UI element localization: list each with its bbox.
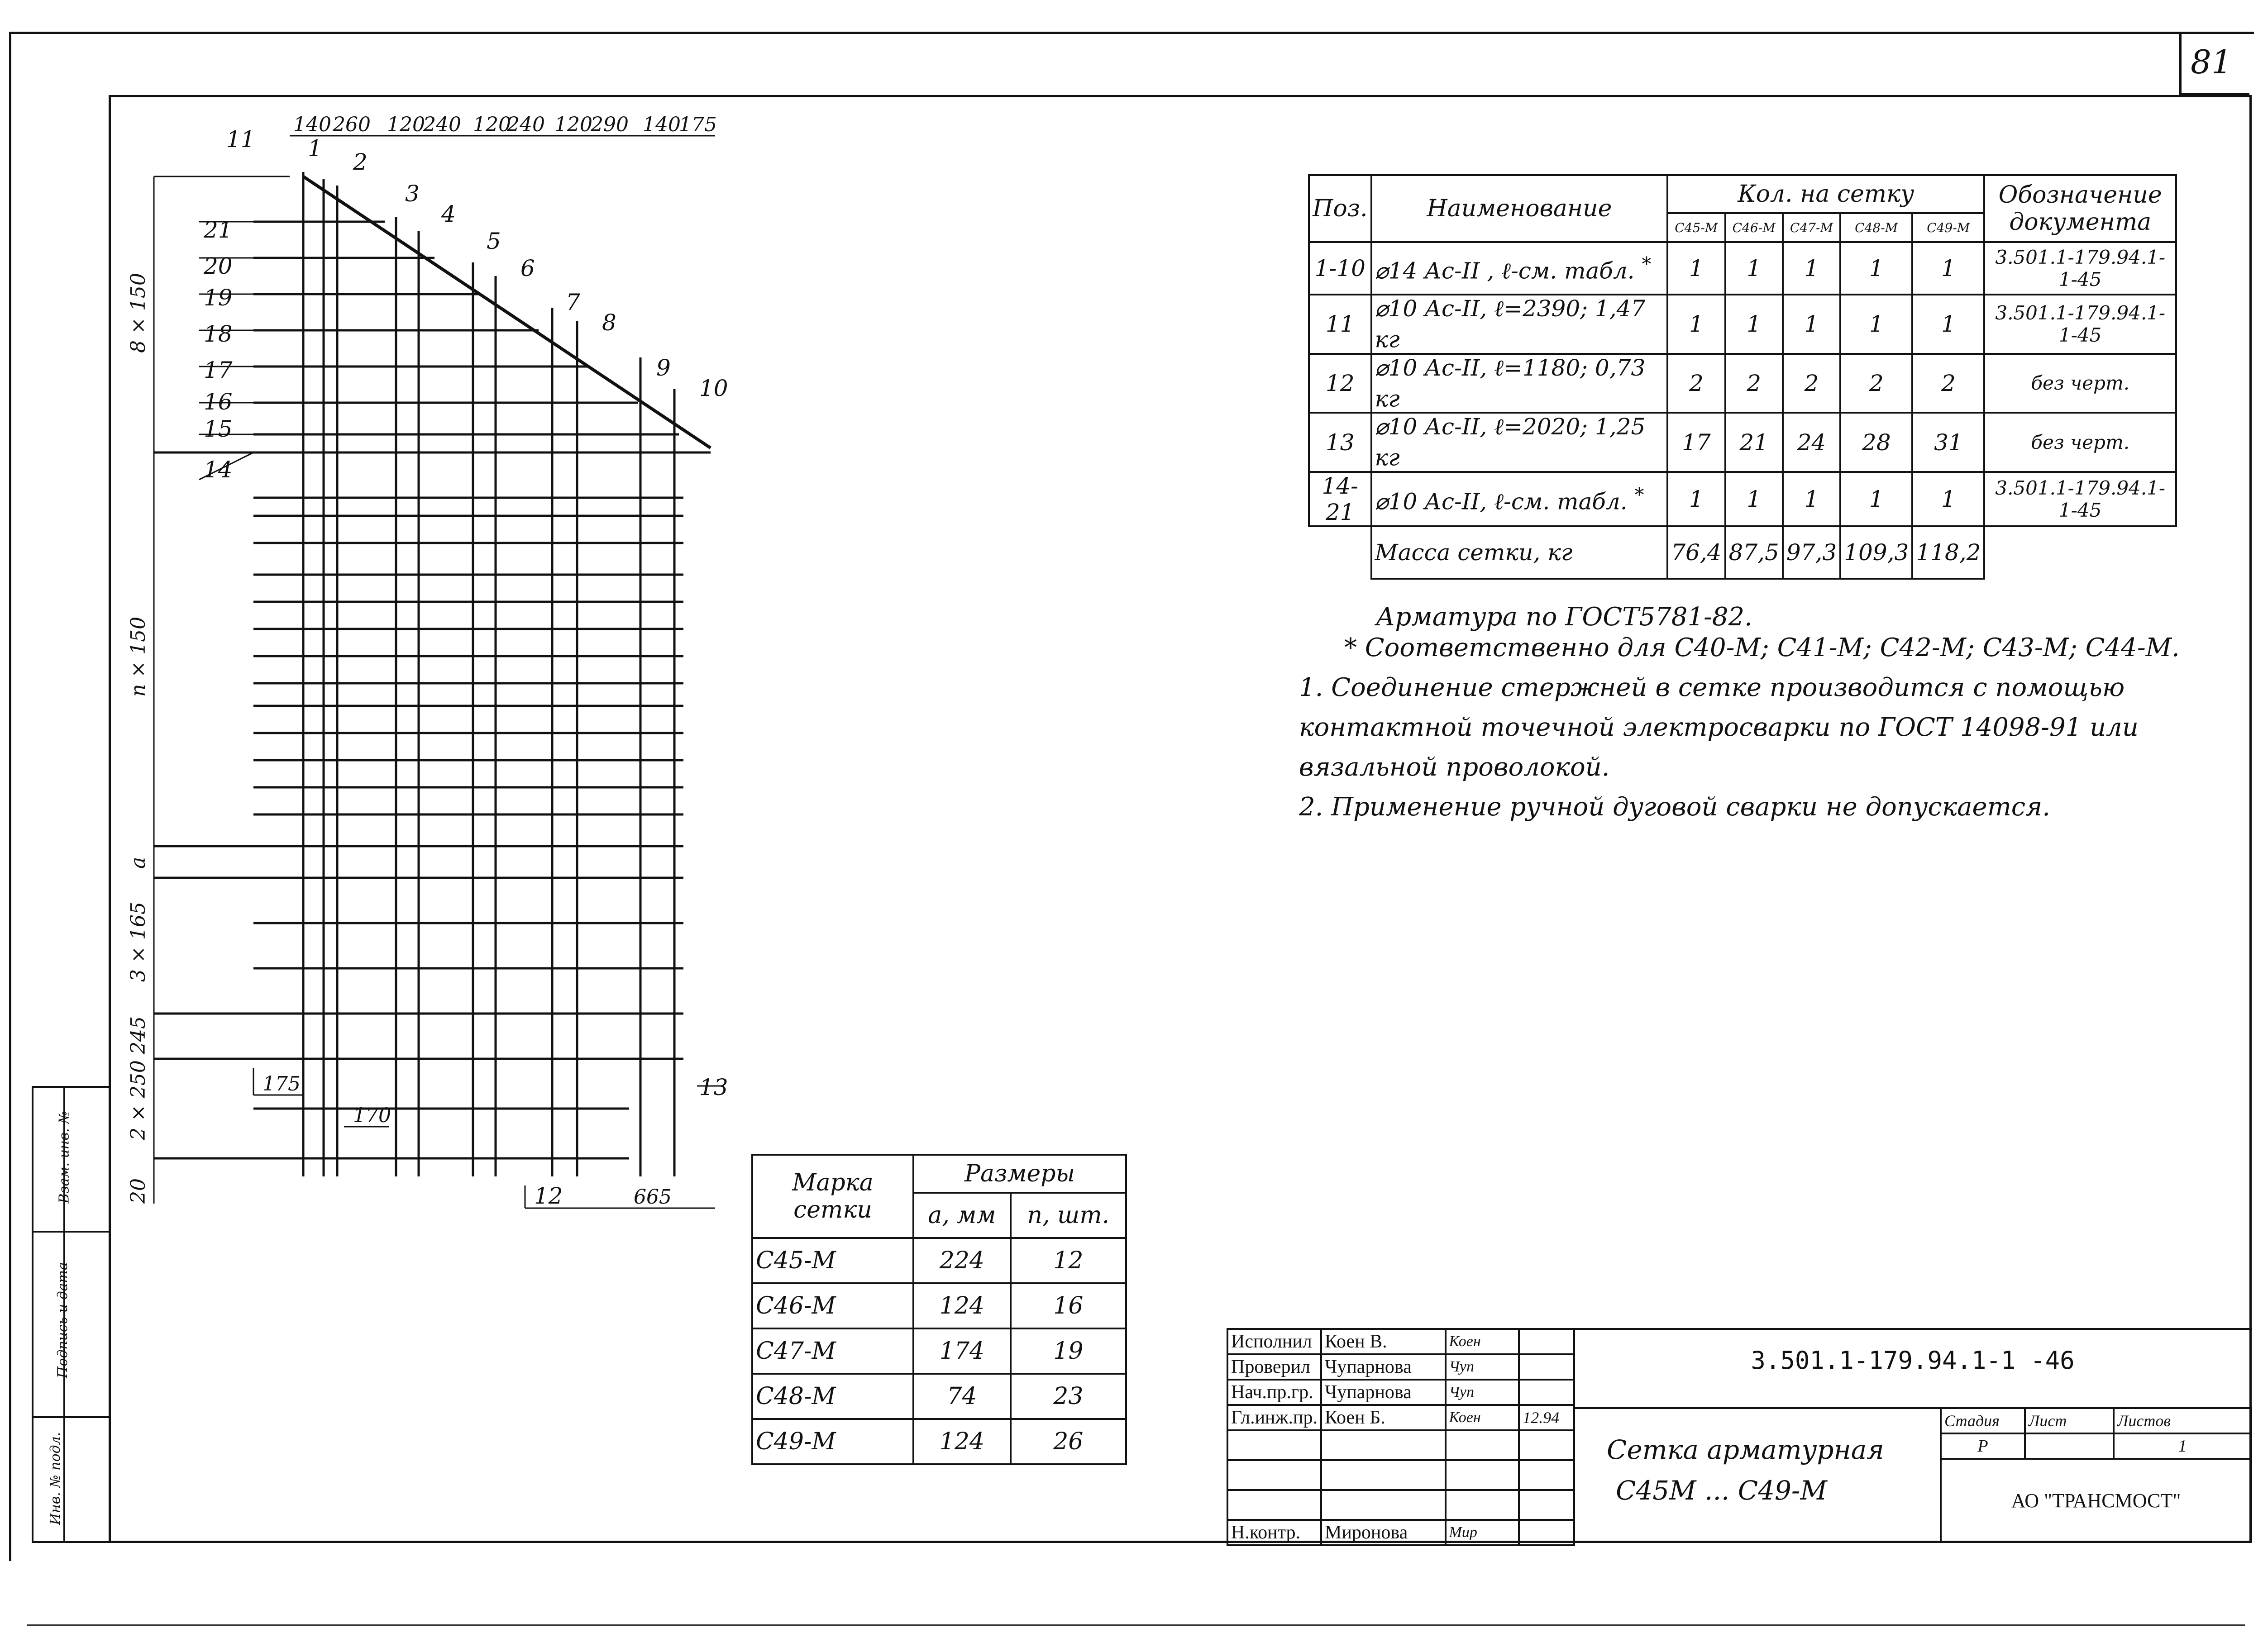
tb-role: Нач.пр.гр. <box>1227 1380 1321 1405</box>
callout-10: 10 <box>699 375 728 401</box>
callout-3: 3 <box>405 181 420 207</box>
callout-20: 20 <box>204 253 233 279</box>
callout-7: 7 <box>566 289 580 315</box>
spec-qty: 1 <box>1783 472 1840 526</box>
spec-pos: 13 <box>1309 413 1371 472</box>
notes <box>1299 597 2227 827</box>
spec-header-qty: Кол. на сетку <box>1667 175 1984 213</box>
spec-name: ⌀10 Ас-II, ℓ=2390; 1,47 кг <box>1371 295 1668 354</box>
spec-qty: 1 <box>1912 472 1984 526</box>
mesh-drawing <box>0 0 769 1258</box>
tb-person-row <box>1227 1405 1574 1430</box>
spec-mark-3: С48-М <box>1840 213 1912 242</box>
spec-qty: 2 <box>1783 354 1840 413</box>
tb-person-row <box>1227 1329 1574 1354</box>
spec-mass-doc-empty <box>1984 526 2176 579</box>
marks-header-sizes: Размеры <box>913 1155 1126 1193</box>
top-dim-4: 120 <box>473 113 511 136</box>
stage-table <box>1940 1407 2252 1543</box>
callout-11: 11 <box>226 126 255 152</box>
tb-role: Гл.инж.пр. <box>1227 1405 1321 1430</box>
marks-header-mark: Марка сетки <box>752 1155 913 1238</box>
spec-qty: 31 <box>1912 413 1984 472</box>
stage-label: Стадия <box>1941 1408 2025 1433</box>
left-dim-20: 20 <box>127 1178 150 1204</box>
spec-qty: 1 <box>1725 242 1783 295</box>
spec-doc: 3.501.1-179.94.1-1-45 <box>1984 295 2176 354</box>
spec-row <box>1309 242 2176 295</box>
tb-signature: Мир <box>1446 1520 1519 1545</box>
tb-date: 12.94 <box>1519 1405 1574 1430</box>
stage-value: Р <box>1941 1433 2025 1459</box>
top-dim-8: 140 <box>643 113 681 136</box>
marks-mark: С46-М <box>752 1283 913 1328</box>
tb-date-empty <box>1519 1329 1574 1354</box>
tb-person-row <box>1227 1354 1574 1380</box>
tb-signature: Чуп <box>1446 1380 1519 1405</box>
page-number: 81 <box>2191 43 2232 81</box>
spec-doc: 3.501.1-179.94.1-1-45 <box>1984 242 2176 295</box>
callout-15: 15 <box>204 416 233 442</box>
callout-5: 5 <box>487 228 501 254</box>
sheet-label: Лист <box>2025 1408 2114 1433</box>
callout-18: 18 <box>204 321 233 347</box>
spec-qty: 2 <box>1912 354 1984 413</box>
spec-pos: 11 <box>1309 295 1371 354</box>
top-dim-1: 260 <box>333 113 371 136</box>
marks-mark: С45-М <box>752 1238 913 1283</box>
spec-qty: 24 <box>1783 413 1840 472</box>
marks-row <box>752 1283 1126 1328</box>
marks-row <box>752 1328 1126 1374</box>
marks-a: 124 <box>913 1419 1011 1464</box>
designation: 3.501.1-179.94.1-1 -46 <box>1751 1346 2075 1375</box>
title-line-2: С45М ... С49-М <box>1616 1475 1827 1506</box>
tb-role: Проверил <box>1227 1354 1321 1380</box>
callout-19: 19 <box>204 285 233 311</box>
spec-qty: 1 <box>1783 242 1840 295</box>
spec-qty: 2 <box>1667 354 1725 413</box>
marks-n: 19 <box>1011 1328 1126 1374</box>
sheets-label: Листов <box>2114 1408 2251 1433</box>
tb-person-row <box>1227 1520 1574 1545</box>
spec-mass-value: 97,3 <box>1783 526 1840 579</box>
sign-label: Подпись и дата <box>54 1262 71 1378</box>
tb-signature: Чуп <box>1446 1354 1519 1380</box>
spec-mass-label: Масса сетки, кг <box>1371 526 1668 579</box>
callout-16: 16 <box>204 389 233 415</box>
tb-date-empty <box>1519 1380 1574 1405</box>
spec-header-name: Наименование <box>1371 175 1668 242</box>
sheet-value <box>2025 1433 2114 1459</box>
marks-row <box>752 1238 1126 1283</box>
bottom-dim-175: 175 <box>263 1072 301 1095</box>
spec-doc: без черт. <box>1984 413 2176 472</box>
tb-name: Коен Б. <box>1321 1405 1445 1430</box>
callout-1: 1 <box>308 135 322 162</box>
top-dim-9: 175 <box>679 113 717 136</box>
spec-qty: 1 <box>1912 295 1984 354</box>
spec-doc: 3.501.1-179.94.1-1-45 <box>1984 472 2176 526</box>
marks-n: 12 <box>1011 1238 1126 1283</box>
marks-row <box>752 1419 1126 1464</box>
top-dim-6: 120 <box>554 113 592 136</box>
tb-role: Исполнил <box>1227 1329 1321 1354</box>
spec-pos: 14-21 <box>1309 472 1371 526</box>
marks-row <box>752 1374 1126 1419</box>
top-dim-3: 240 <box>423 113 461 136</box>
marks-n: 26 <box>1011 1419 1126 1464</box>
marks-mark: С48-М <box>752 1374 913 1419</box>
top-dim-2: 120 <box>387 113 425 136</box>
marks-header-n: n, шт. <box>1011 1193 1126 1238</box>
left-dim-nx150: n × 150 <box>127 616 150 697</box>
tb-role: Н.контр. <box>1227 1520 1321 1545</box>
tb-signature: Коен <box>1446 1405 1519 1430</box>
dimension-lines <box>154 136 724 1208</box>
spec-name: ⌀14 Ас-II , ℓ-см. табл. * <box>1371 242 1668 295</box>
marks-table <box>751 1154 1127 1465</box>
tb-name: Коен В. <box>1321 1329 1445 1354</box>
spec-qty: 2 <box>1840 354 1912 413</box>
spec-row <box>1309 295 2176 354</box>
marks-n: 23 <box>1011 1374 1126 1419</box>
spec-row <box>1309 413 2176 472</box>
callout-6: 6 <box>520 255 535 281</box>
marks-a: 74 <box>913 1374 1011 1419</box>
spec-mass-value: 109,3 <box>1840 526 1912 579</box>
callouts <box>203 126 728 1209</box>
spec-row <box>1309 472 2176 526</box>
spec-qty: 21 <box>1725 413 1783 472</box>
inv-label: Инв. № подл. <box>48 1432 64 1525</box>
spec-qty: 1 <box>1725 295 1783 354</box>
left-dim-2x250: 2 × 250 <box>127 1060 150 1140</box>
spec-mass-value: 87,5 <box>1725 526 1783 579</box>
spec-mark-1: С46-М <box>1725 213 1783 242</box>
tb-date-empty <box>1519 1354 1574 1380</box>
spec-qty: 2 <box>1725 354 1783 413</box>
spec-header-doc: Обозначение документа <box>1984 175 2176 242</box>
tb-name: Чупарнова <box>1321 1380 1445 1405</box>
note-line-6: 2. Применение ручной дуговой сварки не допускается. <box>1299 792 2051 822</box>
callout-13: 13 <box>699 1074 728 1100</box>
callout-17: 17 <box>204 357 233 383</box>
sheets-value: 1 <box>2114 1433 2251 1459</box>
spec-qty: 1 <box>1840 242 1912 295</box>
company: АО "ТРАНСМОСТ" <box>1941 1459 2251 1542</box>
callout-12: 12 <box>534 1183 563 1209</box>
spec-qty: 1 <box>1840 295 1912 354</box>
title-block-people <box>1227 1328 1575 1546</box>
top-dim-7: 290 <box>591 113 629 136</box>
spec-pos: 12 <box>1309 354 1371 413</box>
spec-row <box>1309 354 2176 413</box>
spec-qty: 1 <box>1667 295 1725 354</box>
tb-empty <box>1519 1520 1574 1545</box>
callout-21: 21 <box>204 217 233 243</box>
spec-mark-4: С49-М <box>1912 213 1984 242</box>
spec-mass-value: 118,2 <box>1912 526 1984 579</box>
tb-signature: Коен <box>1446 1329 1519 1354</box>
spec-qty: 1 <box>1912 242 1984 295</box>
bottom-dim-665: 665 <box>634 1185 672 1209</box>
spec-table <box>1308 174 2177 580</box>
spec-mass-value: 76,4 <box>1667 526 1725 579</box>
spec-mark-2: С47-М <box>1783 213 1840 242</box>
left-dim-3x165: 3 × 165 <box>127 902 150 982</box>
marks-mark: С47-М <box>752 1328 913 1374</box>
note-line-4: контактной точечной электросварки по ГОСТ 14098-91 или <box>1299 713 2139 742</box>
vzam-label: Взам. инв. № <box>56 1111 72 1204</box>
marks-a: 224 <box>913 1238 1011 1283</box>
note-line-2: * Соответственно для С40-М; С41-М; С42-М; С43-М; С44-М. <box>1344 633 2180 662</box>
spec-name: ⌀10 Ас-II, ℓ=2020; 1,25 кг <box>1371 413 1668 472</box>
spec-mark-0: С45-М <box>1667 213 1725 242</box>
bottom-rule <box>27 1624 2245 1626</box>
top-dim-5: 240 <box>507 113 545 136</box>
spec-doc: без черт. <box>1984 354 2176 413</box>
note-line-3: 1. Соединение стержней в сетке производится с помощью <box>1299 673 2125 702</box>
tb-person-row <box>1227 1380 1574 1405</box>
top-dim-0: 140 <box>293 113 331 136</box>
spec-qty: 1 <box>1840 472 1912 526</box>
tb-name: Чупарнова <box>1321 1354 1445 1380</box>
marks-a: 124 <box>913 1283 1011 1328</box>
spec-qty: 1 <box>1667 242 1725 295</box>
spec-name: ⌀10 Ас-II, ℓ=1180; 0,73 кг <box>1371 354 1668 413</box>
callout-8: 8 <box>602 309 616 336</box>
callout-14: 14 <box>204 457 233 483</box>
bottom-dim-170: 170 <box>353 1104 391 1127</box>
callout-2: 2 <box>353 149 368 175</box>
spec-name: ⌀10 Ас-II, ℓ-см. табл. * <box>1371 472 1668 526</box>
top-dims <box>293 113 717 136</box>
spec-mass-empty <box>1309 526 1371 579</box>
mesh-grid <box>154 172 711 1176</box>
spec-header-pos: Поз. <box>1309 175 1371 242</box>
marks-mark: С49-М <box>752 1419 913 1464</box>
marks-a: 174 <box>913 1328 1011 1374</box>
side-stamp-line-2 <box>32 1416 109 1418</box>
left-dim-8x150: 8 × 150 <box>127 273 150 353</box>
spec-mass-row <box>1309 526 2176 579</box>
left-dim-245: 245 <box>127 1016 150 1054</box>
note-line-1: Арматура по ГОСТ5781-82. <box>1376 602 1752 632</box>
title-line-1: Сетка арматурная <box>1607 1434 1884 1465</box>
left-dim-a: a <box>127 857 150 869</box>
tb-name: Миронова <box>1321 1520 1445 1545</box>
spec-pos: 1-10 <box>1309 242 1371 295</box>
note-line-5: вязальной проволокой. <box>1299 752 1610 782</box>
callout-9: 9 <box>656 355 671 381</box>
spec-qty: 1 <box>1783 295 1840 354</box>
left-dims <box>127 273 150 1204</box>
spec-qty: 28 <box>1840 413 1912 472</box>
spec-qty: 1 <box>1667 472 1725 526</box>
spec-qty: 1 <box>1725 472 1783 526</box>
spec-qty: 17 <box>1667 413 1725 472</box>
marks-n: 16 <box>1011 1283 1126 1328</box>
callout-4: 4 <box>441 201 456 227</box>
marks-header-a: a, мм <box>913 1193 1011 1238</box>
